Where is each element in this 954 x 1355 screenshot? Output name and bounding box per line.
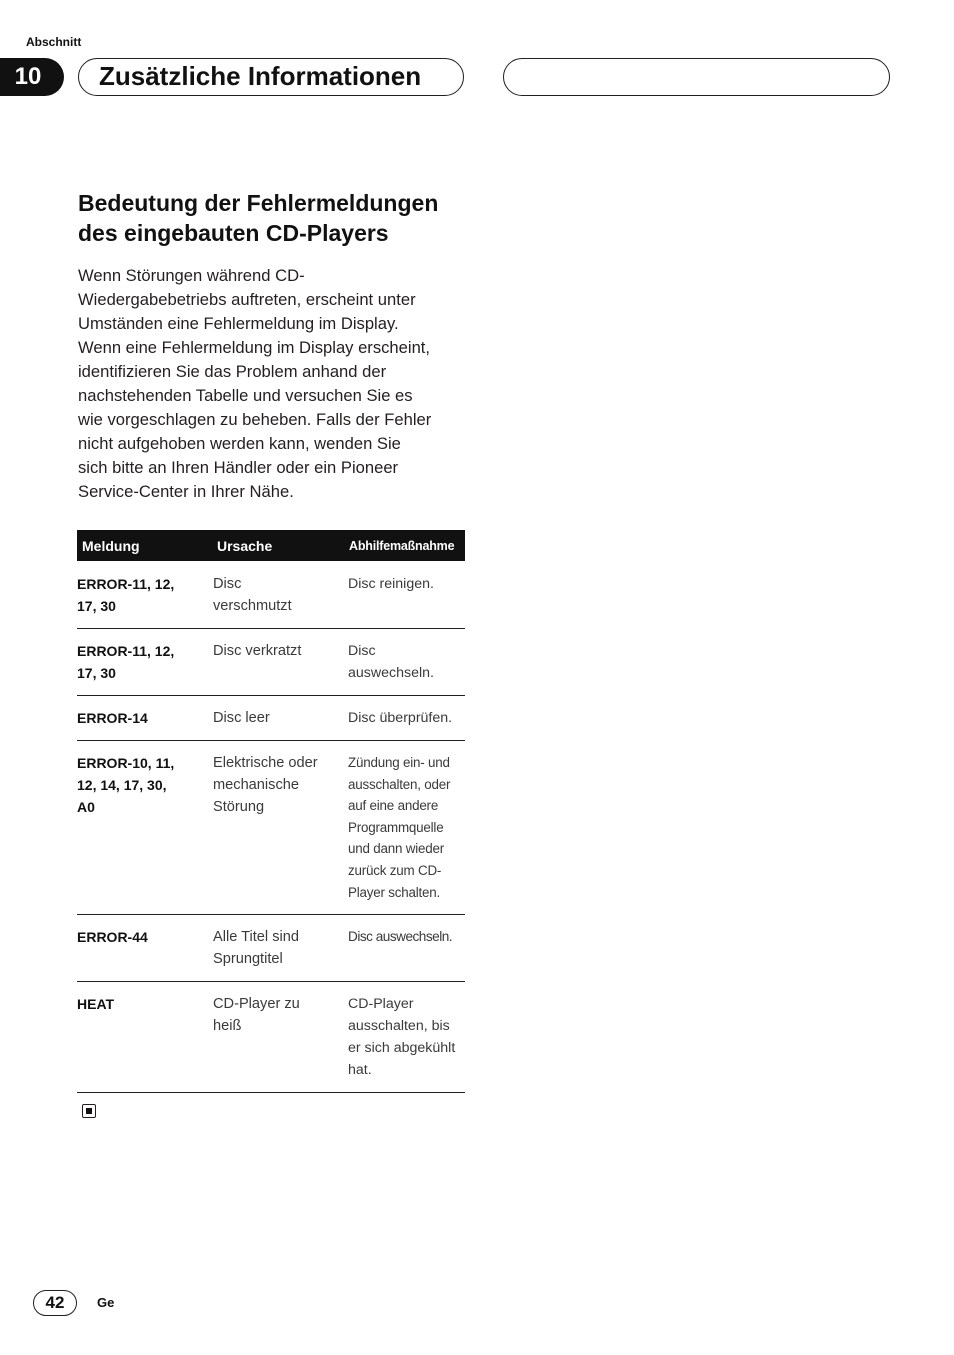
- intro-line: sich bitte an Ihren Händler oder ein Pioneer: [78, 458, 399, 477]
- section-label: Abschnitt: [26, 35, 82, 49]
- cause-cell: Alle Titel sind Sprungtitel: [212, 915, 347, 982]
- intro-line: nicht aufgehoben werden kann, wenden Sie: [78, 434, 401, 453]
- intro-line: wie vorgeschlagen zu beheben. Falls der Fehler: [78, 410, 432, 429]
- heading-line: Bedeutung der Fehlermeldungen: [78, 190, 439, 216]
- intro-line: nachstehenden Tabelle und versuchen Sie es: [78, 386, 413, 405]
- table-row: [77, 696, 465, 741]
- table-header-row: [77, 530, 465, 561]
- header-cause: Ursache: [212, 530, 347, 561]
- table-row: [77, 629, 465, 696]
- message-cell: ERROR-11, 12, 17, 30: [77, 629, 212, 696]
- end-of-section-icon: [82, 1104, 96, 1118]
- heading-line: des eingebauten CD-Players: [78, 220, 389, 246]
- cause-cell: CD-Player zu heiß: [212, 982, 347, 1093]
- remedy-cell: Disc reinigen.: [347, 561, 465, 629]
- table-row: [77, 982, 465, 1093]
- header-empty-box: [503, 58, 890, 96]
- language-code: Ge: [97, 1295, 115, 1310]
- remedy-cell: Zündung ein- und ausschalten, oder auf eine andere Programmquelle und dann wieder zurück zum CD- Player schalten.: [347, 741, 465, 915]
- remedy-cell: Disc auswechseln.: [347, 915, 465, 982]
- remedy-cell: Disc überprüfen.: [347, 696, 465, 741]
- table-row: [77, 741, 465, 915]
- intro-line: identifizieren Sie das Problem anhand der: [78, 362, 387, 381]
- intro-line: Wenn Störungen während CD-: [78, 266, 305, 285]
- chapter-number-badge: 10: [0, 58, 64, 96]
- cause-cell: Disc verkratzt: [212, 629, 347, 696]
- cause-cell: Disc leer: [212, 696, 347, 741]
- message-cell: ERROR-44: [77, 915, 212, 982]
- chapter-title: Zusätzliche Informationen: [99, 61, 422, 91]
- message-cell: HEAT: [77, 982, 212, 1093]
- message-cell: ERROR-10, 11, 12, 14, 17, 30, A0: [77, 741, 212, 915]
- remedy-cell: Disc auswechseln.: [347, 629, 465, 696]
- message-cell: ERROR-14: [77, 696, 212, 741]
- header-message: Meldung: [77, 530, 212, 561]
- chapter-title-box: [78, 58, 464, 96]
- intro-line: Wiedergabebetriebs auftreten, erscheint unter: [78, 290, 416, 309]
- remedy-cell: CD-Player ausschalten, bis er sich abgekühlt hat.: [347, 982, 465, 1093]
- message-cell: ERROR-11, 12, 17, 30: [77, 561, 212, 629]
- cause-cell: Disc verschmutzt: [212, 561, 347, 629]
- intro-line: Wenn eine Fehlermeldung im Display erscheint,: [78, 338, 431, 357]
- page-number: 42: [33, 1290, 77, 1316]
- intro-paragraph: [78, 264, 478, 504]
- section-heading: [78, 188, 478, 248]
- header-remedy: Abhilfemaßnahme: [347, 530, 465, 561]
- cause-cell: Elektrische oder mechanische Störung: [212, 741, 347, 915]
- error-messages-table: [77, 530, 465, 1093]
- table-row: [77, 561, 465, 629]
- intro-line: Service-Center in Ihrer Nähe.: [78, 482, 294, 501]
- intro-line: Umständen eine Fehlermeldung im Display.: [78, 314, 399, 333]
- table-row: [77, 915, 465, 982]
